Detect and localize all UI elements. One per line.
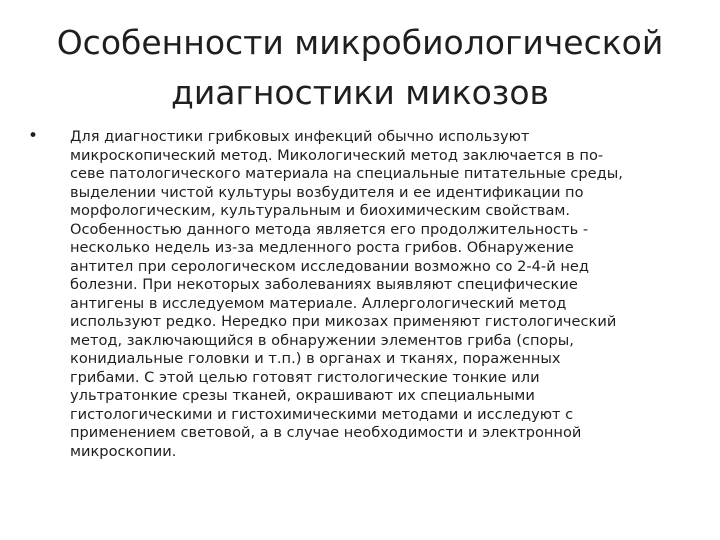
bullet-text: Для диагностики грибковых инфекций обычно используют микроскопический метод. Микологический метод заключается в по- севе патологического материала на специальные питательные среды, выделении чистой культуры возбудителя и ее идентификации по морфологическим, культуральным и биохимическим свойствам. Особенностью данного метода является его продолжительность - несколько недель из-за медленного роста грибов. Обнаружение антител при серологическом исследовании возможно со 2-4-й нед болезни. При некоторых заболеваниях выявляют специфические антигены в исследуемом материале. Аллергологический метод используют редко. Нередко при микозах применяют гистологический метод, заключающийся в обнаружении элементов гриба (споры, конидиальные головки и т.п.) в органах и тканях, пораженных грибами. С этой целью готовят гистологические тонкие или ультратонкие срезы тканей, окрашивают их специальными гистологическими и гистохимическими методами и исследуют с применением световой, а в случае необходимости и электронной микроскопии. xyxy=(70,128,623,460)
bullet-icon: • xyxy=(28,126,39,146)
slide-title: Особенности микробиологической диагностики микозов xyxy=(56,23,664,112)
